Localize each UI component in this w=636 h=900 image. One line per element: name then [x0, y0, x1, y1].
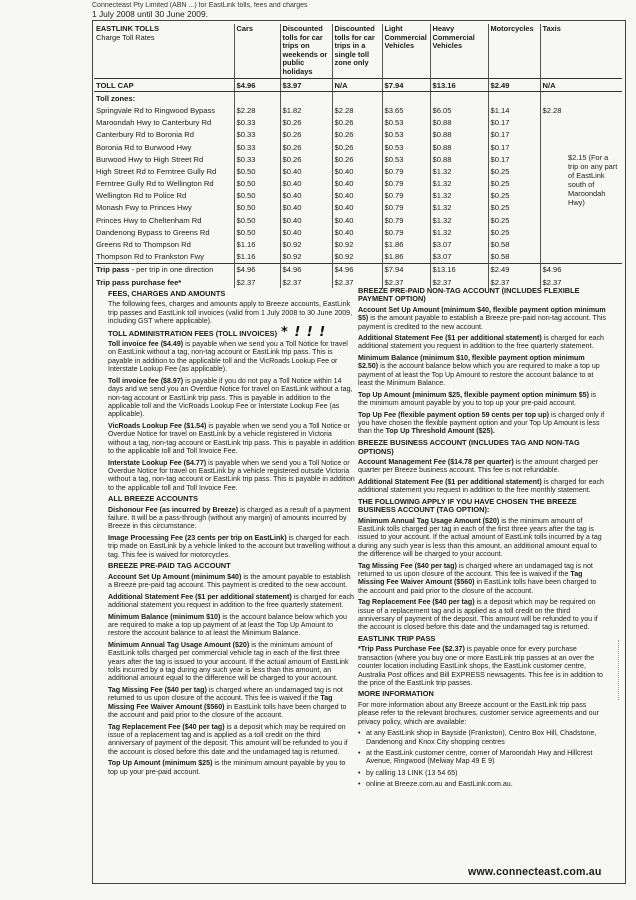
zone-rate-cell: [540, 214, 622, 226]
zone-rate-cell: $0.17: [488, 117, 540, 129]
zone-rate-cell: $2.28: [332, 104, 382, 116]
fee-paragraph: Top Up Amount (minimum $25, flexible payment option minimum $5) is the minimum amount payable by you to top up your pre-paid account.: [358, 390, 597, 408]
toll-zone-row: [94, 202, 622, 214]
zone-rate-cell: $0.33: [234, 117, 280, 129]
list-item: • at the EastLink customer centre, corner of Maroondah Hwy and Hillcrest Avenue, Ringwood (Melway Map 49 E 9): [358, 749, 606, 766]
zone-rate-cell: $0.88: [430, 117, 488, 129]
zone-name: Thompson Rd to Frankston Fwy: [96, 252, 205, 262]
col-header-motorcycles: Motorcycles: [488, 24, 540, 79]
cell: $13.16: [430, 79, 488, 92]
zone-rate-cell: $0.53: [382, 129, 430, 141]
cell: $2.37: [430, 276, 488, 288]
handwritten-mark: * ! ! !: [281, 324, 327, 340]
cell: $4.96: [234, 79, 280, 92]
zone-rate-cell: $1.32: [430, 190, 488, 202]
table-subtitle: Charge Toll Rates: [96, 32, 155, 42]
zone-name: Maroondah Hwy to Canterbury Rd: [96, 118, 212, 128]
section-heading-business-tag: THE FOLLOWING APPLY IF YOU HAVE CHOSEN THE BREEZE BUSINESS ACCOUNT (TAG OPTION):: [358, 496, 577, 515]
website-url: www.connecteast.com.au: [468, 866, 602, 878]
cell: N/A: [332, 79, 382, 92]
cell: $4.96: [280, 263, 332, 276]
zone-rate-cell: $0.92: [280, 251, 332, 264]
fee-paragraph: Minimum Annual Tag Usage Amount ($20) is the minimum amount of EastLink tolls charged per tag in each of the first three years after the tag is issued to your account. If the actual amount of EastLink tolls incurred by a tag during any such year is less than this amount, an additional amount equal to the difference will be charged to your account.: [358, 516, 602, 559]
zone-rate-cell: $0.40: [332, 190, 382, 202]
row-label: Trip pass purchase fee*: [96, 277, 182, 287]
zone-name: Canterbury Rd to Boronia Rd: [96, 130, 194, 140]
fee-paragraph: Account Management Fee ($14.78 per quarter) is the amount charged per quarter per Breeze business account. This fee is not refundable.: [358, 457, 599, 475]
zone-rate-cell: $0.40: [280, 202, 332, 214]
zone-rate-cell: $0.25: [488, 226, 540, 238]
zone-rate-cell: $0.92: [332, 238, 382, 250]
fee-paragraph: Top Up Fee (flexible payment option 59 cents per top up) is charged only if you have chosen the flexible payment option and your Top Up Amount is less than the Top Up Threshold Amount ($25).: [358, 410, 605, 436]
zone-rate-cell: $0.79: [382, 165, 430, 177]
table-title: EASTLINK TOLLS: [96, 24, 160, 33]
toll-zone-row: [94, 251, 622, 264]
toll-zone-row: [94, 214, 622, 226]
fee-paragraph: Account Set Up Amount (minimum $40) is the amount payable to establish a Breeze pre-paid tag account. This payment is credited to the new account.: [108, 572, 351, 589]
zone-rate-cell: $0.88: [430, 141, 488, 153]
toll-zone-row: [94, 129, 622, 141]
zone-rate-cell: $1.32: [430, 226, 488, 238]
cell: $4.96: [540, 263, 622, 276]
zone-rate-cell: $0.25: [488, 214, 540, 226]
zone-name: Burwood Hwy to High Street Rd: [96, 154, 204, 164]
zone-rate-cell: $1.16: [234, 251, 280, 264]
zone-rate-cell: $0.88: [430, 129, 488, 141]
fee-paragraph: Additional Statement Fee ($1 per additional statement) is charged for each additional statement you request in addition to the free quarterly statement.: [108, 592, 354, 609]
zone-rate-cell: $0.53: [382, 117, 430, 129]
zone-rate-cell: $0.26: [332, 153, 382, 165]
cell: $2.49: [488, 263, 540, 276]
toll-zone-row: [94, 104, 622, 116]
cell: $4.96: [332, 263, 382, 276]
zone-rate-cell: [540, 226, 622, 238]
fee-paragraph: VicRoads Lookup Fee ($1.54) is payable when we send you a Toll Notice or Overdue Notice for travel on EastLink by a vehicle registered in Victoria without a tag, non-tag account or EastLink trip pass. This is payable in addition to the applicable toll and Toll Invoice Fee.: [108, 421, 355, 455]
toll-zone-row: [94, 190, 622, 202]
zone-rate-cell: $0.40: [332, 214, 382, 226]
fee-paragraph: Minimum Annual Tag Usage Amount ($20) is the minimum amount of EastLink tolls charged per commercial vehicle tag in each of the first three years after the tag is issued to your account. If the actual amount of EastLink tolls incurred by a tag during any such year is less than this amount, an additional amount equal to the difference will be charged to your account.: [108, 640, 349, 683]
cell: $2.37: [332, 276, 382, 288]
section-heading-prepaid-tag: BREEZE PRE-PAID TAG ACCOUNT: [108, 561, 231, 571]
zone-rate-cell: $6.05: [430, 104, 488, 116]
scan-edge-mark: [618, 640, 627, 700]
row-label: Trip pass - per trip in one direction: [94, 263, 234, 276]
section-heading-admin: TOLL ADMINISTRATION FEES (TOLL INVOICES) * ! ! !: [108, 324, 327, 340]
section-heading-fees: FEES, CHARGES AND AMOUNTS: [108, 289, 226, 298]
fee-paragraph: Dishonour Fee (as incurred by Breeze) is charged as a result of a payment failure. It will be a pass-through (without any margin) of amounts incurred by Breeze in this circumstance.: [108, 505, 351, 531]
zone-rate-cell: $1.86: [382, 251, 430, 264]
cell: $2.37: [488, 276, 540, 288]
col-header-cars: Cars: [234, 24, 280, 79]
fee-paragraph: Tag Replacement Fee ($40 per tag) is a deposit which may be required on issue of a replacement tag and is applied as a toll credit on the third anniversary of payment of the deposit. This amount will be refunded to you if the account is closed before this date and the undamaged tag is returned.: [108, 722, 348, 756]
info-list: [358, 729, 606, 788]
zone-rate-cell: $0.25: [488, 178, 540, 190]
zone-rate-cell: $0.58: [488, 251, 540, 264]
toll-zones-label-row: [94, 92, 622, 105]
zone-rate-cell: $0.79: [382, 178, 430, 190]
zone-rate-cell: $1.32: [430, 165, 488, 177]
zone-rate-cell: $0.17: [488, 129, 540, 141]
zone-rate-cell: $0.25: [488, 202, 540, 214]
fee-paragraph: Image Processing Fee (23 cents per trip on EastLink) is charged for each trip made on EastLink by a vehicle linked to the account but travelling without a tag. This fee is waived for motorcycles.: [108, 533, 356, 559]
zone-name: Wellington Rd to Police Rd: [96, 191, 187, 201]
zone-rate-cell: $0.79: [382, 226, 430, 238]
zone-rate-cell: $0.26: [332, 129, 382, 141]
zone-rate-cell: $0.50: [234, 178, 280, 190]
list-item: • by calling 13 LINK (13 54 65): [358, 769, 606, 777]
fee-paragraph: Account Set Up Amount (minimum $40, flexible payment option minimum $5) is the amount payable to establish a Breeze pre-paid non-tag account. This payment is credited to the new account.: [358, 305, 606, 331]
zone-rate-cell: $0.26: [280, 117, 332, 129]
zone-rate-cell: $1.16: [234, 238, 280, 250]
zone-rate-cell: $0.26: [332, 117, 382, 129]
zone-rate-cell: $0.17: [488, 141, 540, 153]
toll-zone-row: [94, 141, 622, 153]
zone-rate-cell: $0.17: [488, 153, 540, 165]
fee-paragraph: Additional Statement Fee ($1 per additional statement) is charged for each additional statement you request in addition to the free quarterly statement.: [358, 334, 604, 351]
toll-zone-row: [94, 178, 622, 190]
zone-name: High Street Rd to Ferntree Gully Rd: [96, 166, 217, 176]
zone-rate-cell: $0.40: [280, 190, 332, 202]
zone-rate-cell: $0.26: [332, 141, 382, 153]
toll-zone-row: [94, 153, 622, 165]
col-header-weekend: Discounted tolls for car trips on weekends or public holidays: [280, 24, 332, 79]
fee-paragraph: Tag Missing Fee ($40 per tag) is charged where an undamaged tag is not returned to us upon closure of the account. This fee is waived if the Tag Missing Fee Waiver Amount ($560) in EastLink tolls have been charged to the account and paid prior to the closure of the account.: [108, 685, 347, 719]
info-paragraph: For more information about any Breeze account or the EastLink trip pass please refer to the relevant brochures, customer service agreements and our privacy policy, which are available:: [358, 700, 599, 726]
fee-paragraph: Toll invoice fee ($4.49) is payable when we send you a Toll Notice for travel on EastLink without a tag, non-tag account or EastLink trip pass. This is payable in addition to the applicable toll and the VicRoads Lookup Fee or Interstate Lookup Fee (as applicable).: [108, 340, 348, 374]
zone-rate-cell: $1.32: [430, 178, 488, 190]
cell: $3.97: [280, 79, 332, 92]
col-header-taxis: Taxis: [540, 24, 622, 79]
section-heading-more-info: MORE INFORMATION: [358, 689, 434, 699]
zone-rate-cell: $0.40: [280, 165, 332, 177]
trip-pass-row: [94, 263, 622, 276]
zone-rate-cell: $0.79: [382, 202, 430, 214]
section-heading-business: BREEZE BUSINESS ACCOUNT (INCLUDES TAG AND NON-TAG OPTIONS): [358, 438, 580, 456]
zone-name: Springvale Rd to Ringwood Bypass: [96, 105, 216, 115]
zone-rate-cell: $0.79: [382, 190, 430, 202]
zone-rate-cell: $0.40: [280, 214, 332, 226]
zone-rate-cell: $1.32: [430, 214, 488, 226]
right-column: [358, 287, 606, 791]
zone-rate-cell: [540, 117, 622, 129]
zone-rate-cell: $0.79: [382, 214, 430, 226]
col-header-lcv: Light Commercial Vehicles: [382, 24, 430, 79]
zone-rate-cell: $3.07: [430, 251, 488, 264]
toll-zone-row: [94, 165, 622, 177]
zone-rate-cell: $2.28: [234, 104, 280, 116]
zone-name: Boronia Rd to Burwood Hwy: [96, 142, 192, 152]
toll-zone-row: [94, 117, 622, 129]
zone-rate-cell: $0.92: [280, 238, 332, 250]
zone-rate-cell: [540, 251, 622, 264]
zone-name: Greens Rd to Thompson Rd: [96, 240, 191, 250]
zone-rate-cell: $0.58: [488, 238, 540, 250]
zone-rate-cell: $1.14: [488, 104, 540, 116]
zone-rate-cell: $1.86: [382, 238, 430, 250]
left-column: [108, 287, 356, 779]
zone-rate-cell: $0.33: [234, 129, 280, 141]
section-heading-non-tag: BREEZE PRE-PAID NON-TAG ACCOUNT (INCLUDES FLEXIBLE PAYMENT OPTION): [358, 286, 580, 304]
row-label: Toll zones:: [96, 93, 136, 103]
fee-paragraph: Interstate Lookup Fee ($4.77) is payable when we send you a Toll Notice or Overdue Notice for travel on EastLink by a vehicle registered outside Victoria without a tag, non-tag account or EastLink trip pass. This is payable in addition to the applicable toll and Toll Invoice Fee.: [108, 458, 355, 492]
fee-paragraph: Additional Statement Fee ($1 per additional statement) is charged for each additional statement you request in addition to the free monthly statement.: [358, 477, 604, 495]
zone-rate-cell: [540, 141, 622, 153]
zone-rate-cell: $0.50: [234, 214, 280, 226]
zone-rate-cell: $0.33: [234, 141, 280, 153]
zone-rate-cell: $2.28: [540, 104, 622, 116]
intro-paragraph: The following fees, charges and amounts apply to Breeze accounts, EastLink trip passes and EastLink toll invoices (valid from 1 July 2008 to 30 June 2009, including GST where applicable).: [108, 300, 353, 326]
zone-rate-cell: $3.07: [430, 238, 488, 250]
zone-rate-cell: [540, 238, 622, 250]
zone-rate-cell: $0.40: [332, 178, 382, 190]
toll-zone-row: [94, 226, 622, 238]
fee-paragraph: Tag Missing Fee ($40 per tag) is charged where an undamaged tag is not returned to us upon closure of the account. This fee is waived if the Tag Missing Fee Waiver Amount ($560) in EastLink tolls have been charged to the account and paid prior to the closure of the account.: [358, 561, 597, 595]
zone-rate-cell: $0.25: [488, 190, 540, 202]
fee-paragraph: *Trip Pass Purchase Fee ($2.37) is payable once for every purchase transaction (where you buy one or more EastLink trip passes at an over the counter location including EastLink shops, the EastLink customer centre, Australia Post offices and Bill EXPRESS newsagents. This fee is in addition to the price of the EastLink trip passes.: [358, 645, 603, 687]
cell: $7.94: [382, 79, 430, 92]
list-item: • online at Breeze.com.au and EastLink.com.au.: [358, 780, 606, 788]
zone-rate-cell: $0.40: [280, 178, 332, 190]
zone-rate-cell: $0.40: [332, 165, 382, 177]
zone-name: Dandenong Bypass to Greens Rd: [96, 227, 210, 237]
zone-rate-cell: $0.25: [488, 165, 540, 177]
zone-rate-cell: $0.53: [382, 141, 430, 153]
col-header-hcv: Heavy Commercial Vehicles: [430, 24, 488, 79]
zone-rate-cell: $0.50: [234, 190, 280, 202]
cell: $2.49: [488, 79, 540, 92]
table-header-row: [94, 24, 622, 79]
toll-cap-row: [94, 79, 622, 92]
cell: $13.16: [430, 263, 488, 276]
cell: $2.37: [234, 276, 280, 288]
fee-paragraph: Top Up Amount (minimum $25) is the minimum amount payable by you to top up your pre-paid account.: [108, 759, 346, 776]
cell: $2.37: [540, 276, 622, 288]
zone-rate-cell: $0.40: [332, 226, 382, 238]
fee-paragraph: Minimum Balance (minimum $10, flexible payment option minimum $2.50) is the account balance below which you are required to make a top up payment of at least the Top Up Amount to restore the account balance to at least the Minimum Balance.: [358, 354, 600, 388]
zone-rate-cell: $0.40: [280, 226, 332, 238]
toll-zone-row: [94, 238, 622, 250]
zone-rate-cell: $0.33: [234, 153, 280, 165]
zone-rate-cell: $0.50: [234, 226, 280, 238]
zone-rate-cell: $0.26: [280, 141, 332, 153]
cell: $2.37: [382, 276, 430, 288]
fee-paragraph: Toll invoice fee ($8.97) is payable if you do not pay a Toll Notice within 14 days and we send you an Overdue Notice for travel on EastLink without a tag, non-tag account or EastLink trip pass. This is payable in addition to the applicable toll and the VicRoads Lookup Fee or Interstate Lookup Fee (as applicable).: [108, 376, 353, 419]
zone-rate-cell: $0.92: [332, 251, 382, 264]
section-heading-all-accounts: ALL BREEZE ACCOUNTS: [108, 494, 198, 504]
zone-rate-cell: $0.88: [430, 153, 488, 165]
zone-rate-cell: $0.50: [234, 165, 280, 177]
toll-rates-table: [94, 24, 622, 288]
zone-name: Monash Fwy to Princes Hwy: [96, 203, 192, 213]
zone-rate-cell: $0.53: [382, 153, 430, 165]
cell: N/A: [540, 79, 622, 92]
table-title-cell: [94, 24, 234, 79]
cut-header-line: Connecteast Pty Limited (ABN ...) for EastLink tolls, fees and charges: [92, 2, 308, 9]
col-header-single-zone: Discounted tolls for car trips in a single toll zone only: [332, 24, 382, 79]
validity-period: 1 July 2008 until 30 June 2009.: [92, 9, 208, 19]
zone-rate-cell: $3.65: [382, 104, 430, 116]
zone-name: Princes Hwy to Cheltenham Rd: [96, 215, 202, 225]
zone-rate-cell: $0.40: [332, 202, 382, 214]
fee-paragraph: Minimum Balance (minimum $10) is the account balance below which you are required to make a top up payment of at least the Top Up Amount to restore the account balance to at least the Minimum Balance.: [108, 612, 347, 638]
fee-paragraph: Tag Replacement Fee ($40 per tag) is a deposit which may be required on issue of a replacement tag and is applied as a toll credit on the third anniversary of payment of the deposit. This amount will be refunded to you if the account is closed before this date and the undamaged tag is returned.: [358, 598, 598, 632]
zone-rate-cell: $0.26: [280, 153, 332, 165]
zone-rate-cell: $1.82: [280, 104, 332, 116]
zone-rate-cell: $0.50: [234, 202, 280, 214]
zone-rate-cell: $1.32: [430, 202, 488, 214]
list-item: • at any EastLink shop in Bayside (Frankston), Centro Box Hill, Chadstone, Dandenong and Knox City shopping centres: [358, 729, 606, 746]
cell: $7.94: [382, 263, 430, 276]
row-label: TOLL CAP: [94, 79, 234, 92]
taxi-zone-note: $2.15 (For a trip on any part of EastLink south of Maroondah Hwy): [568, 153, 618, 207]
zone-rate-cell: [540, 129, 622, 141]
zone-name: Ferntree Gully Rd to Wellington Rd: [96, 179, 214, 189]
section-heading-trip-pass: EASTLINK TRIP PASS: [358, 634, 436, 644]
zone-rate-cell: $0.26: [280, 129, 332, 141]
cell: $4.96: [234, 263, 280, 276]
cell: $2.37: [280, 276, 332, 288]
